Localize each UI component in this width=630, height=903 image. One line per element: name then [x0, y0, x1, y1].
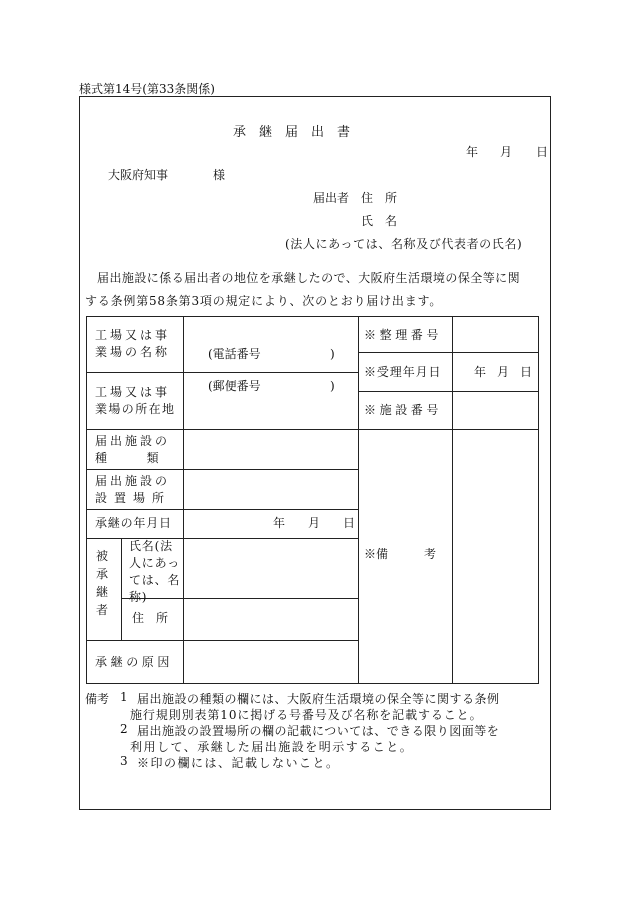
successor-address-label: 住 所 [132, 611, 169, 625]
factory-name-label-1: 工場又は事 [95, 328, 171, 342]
factory-location-label-2: 業場の所在地 [95, 402, 176, 416]
succession-cause-label: 承継の原因 [95, 655, 174, 669]
ref-number-label: ※整理番号 [364, 328, 443, 342]
succession-date-year: 年 [273, 516, 286, 530]
successor-name-label-1: 氏名(法 [129, 539, 173, 553]
factory-location-label-1: 工場又は事 [95, 385, 171, 399]
notifier-name-label: 氏 名 [361, 214, 398, 228]
addressee-governor: 大阪府知事 [108, 168, 169, 182]
facility-place-label-1: 届出施設の [95, 474, 171, 488]
successor-name-label-2: 人にあっ [129, 556, 181, 570]
successor-char-1: 被 [96, 549, 109, 563]
date-month: 月 [500, 145, 513, 159]
succession-date-label: 承継の年月日 [95, 516, 172, 530]
note-2-number: 2 [120, 722, 128, 736]
addressee-honorific: 様 [213, 168, 226, 182]
factory-name-label-2: 業場の名称 [95, 345, 171, 359]
phone-label: (電話番号 [208, 347, 261, 361]
facility-type-label-1: 届出施設の [95, 434, 171, 448]
received-date-day: 日 [520, 365, 533, 379]
successor-name-label-4: 称) [129, 590, 148, 604]
note-3-line-1: ※印の欄には、記載しないこと。 [137, 756, 340, 770]
facility-place-label-2: 設置場所 [95, 491, 172, 505]
note-2-line-1: 届出施設の設置場所の欄の記載については、できる限り図面等を [137, 724, 500, 738]
date-year: 年 [466, 145, 479, 159]
body-text-line-1: 届出施設に係る届出者の地位を承継したので、大阪府生活環境の保全等に関 [97, 271, 521, 285]
body-text-line-2: する条例第58条第3項の規定により、次のとおり届け出ます。 [85, 294, 443, 308]
succession-date-month: 月 [308, 516, 321, 530]
facility-type-label-2: 種 類 [95, 451, 160, 465]
notifier-label: 届出者 [313, 191, 350, 205]
facility-number-label: ※施設番号 [364, 403, 443, 417]
received-date-year: 年 [474, 365, 487, 379]
notifier-name-note: (法人にあっては、名称及び代表者の氏名) [285, 237, 523, 251]
received-date-label: ※受理年月日 [364, 365, 442, 379]
successor-char-4: 者 [96, 603, 109, 617]
successor-char-2: 承 [96, 567, 109, 581]
form-title: 承 継 届 出 書 [233, 125, 351, 140]
received-date-month: 月 [497, 365, 510, 379]
note-2-line-2: 利用して、承継した届出施設を明示すること。 [130, 740, 414, 754]
date-day: 日 [536, 145, 549, 159]
remarks-label: ※備 考 [364, 547, 437, 561]
note-1-line-2: 施行規則別表第10に掲げる号番号及び名称を記載すること。 [130, 708, 483, 722]
successor-char-3: 継 [96, 585, 109, 599]
phone-close: ) [330, 347, 335, 361]
notes-label: 備考 [85, 692, 110, 706]
successor-name-label-3: ては、名 [129, 573, 181, 587]
postal-label: (郵便番号 [208, 379, 261, 393]
succession-date-day: 日 [343, 516, 356, 530]
form-number: 様式第14号(第33条関係) [79, 82, 215, 96]
note-3-number: 3 [120, 754, 128, 768]
note-1-number: 1 [120, 690, 128, 704]
note-1-line-1: 届出施設の種類の欄には、大阪府生活環境の保全等に関する条例 [137, 692, 500, 706]
notifier-address-label: 住 所 [361, 191, 398, 205]
postal-close: ) [330, 379, 335, 393]
